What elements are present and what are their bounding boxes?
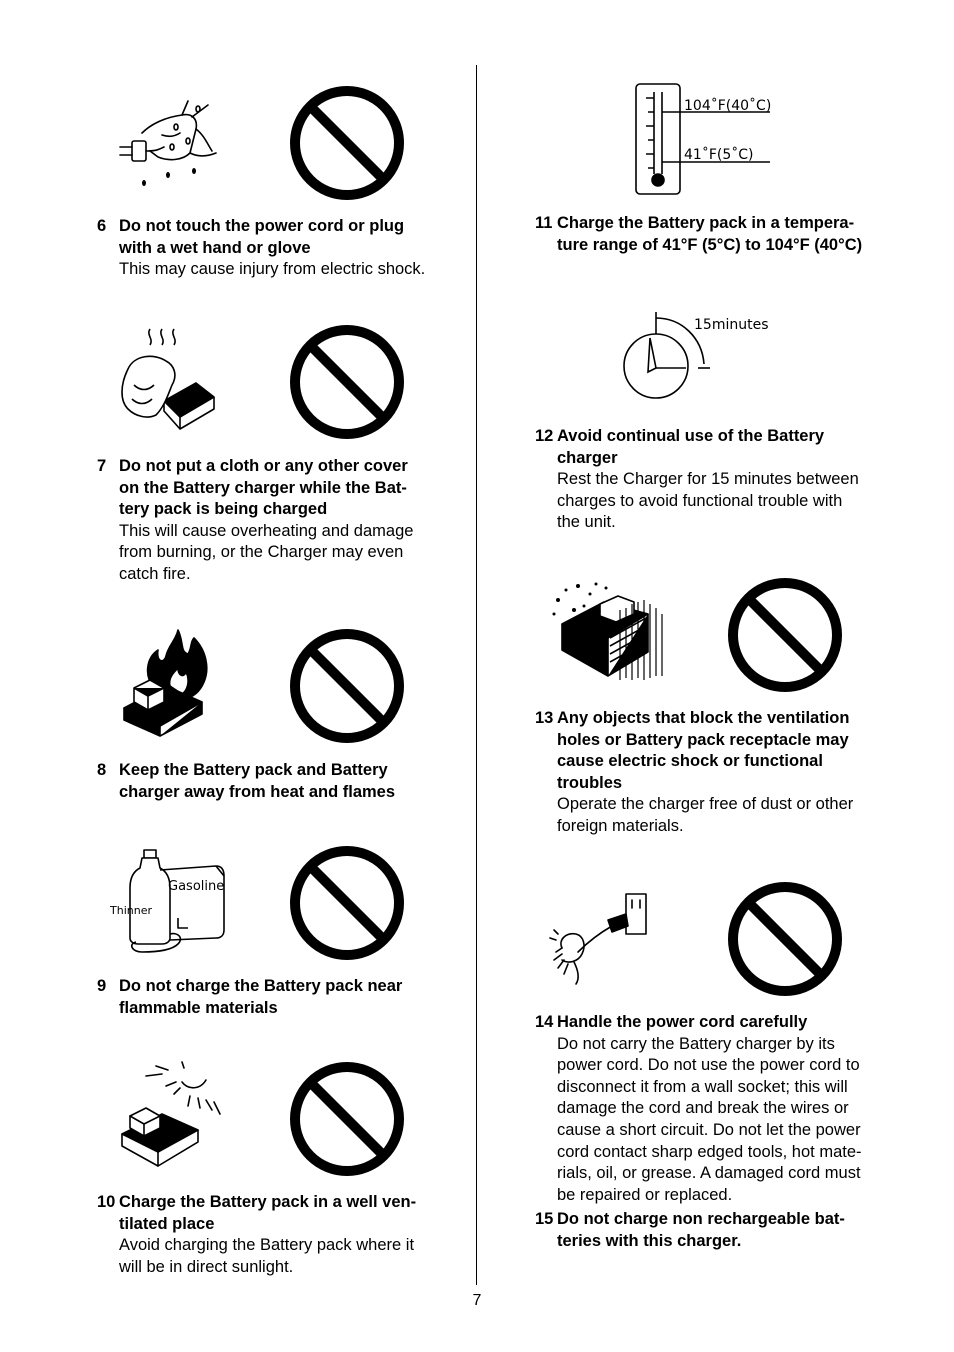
item-title: Do not put a cloth or any other cover on the Battery charger while the Bat- tery pack is being charged [119,457,408,519]
temp-low-label: 41˚F(5˚C) [684,147,754,163]
item-number: 10 [97,1193,116,1211]
item-number: 7 [97,457,107,475]
item-number: 6 [97,217,107,235]
wet-hand-plug-illustration [112,95,222,190]
sunlight-charger-illustration [118,1062,224,1172]
instruction-item-14 [535,1012,905,1206]
thinner-label: Thinner [110,904,152,917]
item-title: Charge the Battery pack in a tempera- ture range of 41°F (5°C) to 104°F (40°C) [557,214,863,254]
item-number: 14 [535,1013,554,1031]
prohibited-icon [288,1060,406,1178]
instruction-item-12 [535,426,905,534]
page-number: 7 [472,1292,482,1309]
instruction-item-15 [535,1209,905,1252]
clock-15-minutes-illustration [620,306,770,402]
item-description: This may cause injury from electric shock. [119,260,426,279]
rest-time-label: 15minutes [694,317,769,333]
thermometer-illustration [634,82,778,198]
item-title: Charge the Battery pack in a well ven- tilated place [119,1193,417,1233]
cloth-over-charger-illustration [114,325,218,433]
prohibited-icon [288,844,406,962]
gasoline-label: Gasoline [168,879,225,894]
dusty-charger-illustration [548,580,668,690]
prohibited-icon [288,627,406,745]
item-description: Rest the Charger for 15 minutes between charges to avoid functional trouble with the unit. [557,470,859,532]
item-number: 11 [535,214,553,232]
item-title: Do not charge the Battery pack near flammable materials [119,977,403,1017]
instruction-item-13 [535,708,905,838]
item-title: Do not touch the power cord or plug with a wet hand or glove [119,217,405,257]
instruction-item-7 [97,456,467,586]
item-number: 9 [97,977,107,995]
item-title: Handle the power cord carefully [557,1013,808,1031]
item-title: Keep the Battery pack and Battery charger away from heat and flames [119,761,396,801]
hand-pulling-plug-illustration [548,890,652,986]
flammable-materials-illustration [108,848,228,956]
instruction-item-10 [97,1192,467,1278]
item-title: Avoid continual use of the Battery charger [557,427,825,467]
charger-flames-illustration [120,628,212,738]
item-description: Do not carry the Battery charger by its power cord. Do not use the power cord to disconnect it from a wall socket; this will damage the cord and break the wires or cause a short circuit. Do not let the power cord contact sharp edged tools, hot mate- rials, oil, or grease. A damaged cord must be repaired or replaced. [557,1034,862,1204]
instruction-item-6 [97,216,467,281]
instruction-item-9 [97,976,467,1019]
item-description: Avoid charging the Battery pack where it will be in direct sunlight. [119,1236,415,1276]
instruction-item-8 [97,760,467,803]
column-divider [476,65,477,1285]
item-number: 15 [535,1210,554,1228]
item-title: Do not charge non rechargeable bat- teries with this charger. [557,1210,845,1250]
item-number: 13 [535,709,554,727]
item-number: 12 [535,427,554,445]
item-number: 8 [97,761,107,779]
temp-high-label: 104˚F(40˚C) [684,98,772,114]
item-title: Any objects that block the ventilation holes or Battery pack receptacle may cause electric shock or functional troubles [557,709,850,792]
prohibited-icon [288,323,406,441]
prohibited-icon [726,880,844,998]
item-description: Operate the charger free of dust or other foreign materials. [557,795,854,835]
instruction-item-11 [535,213,905,256]
item-description: This will cause overheating and damage from burning, or the Charger may even catch fire. [119,521,414,583]
prohibited-icon [288,84,406,202]
prohibited-icon [726,576,844,694]
